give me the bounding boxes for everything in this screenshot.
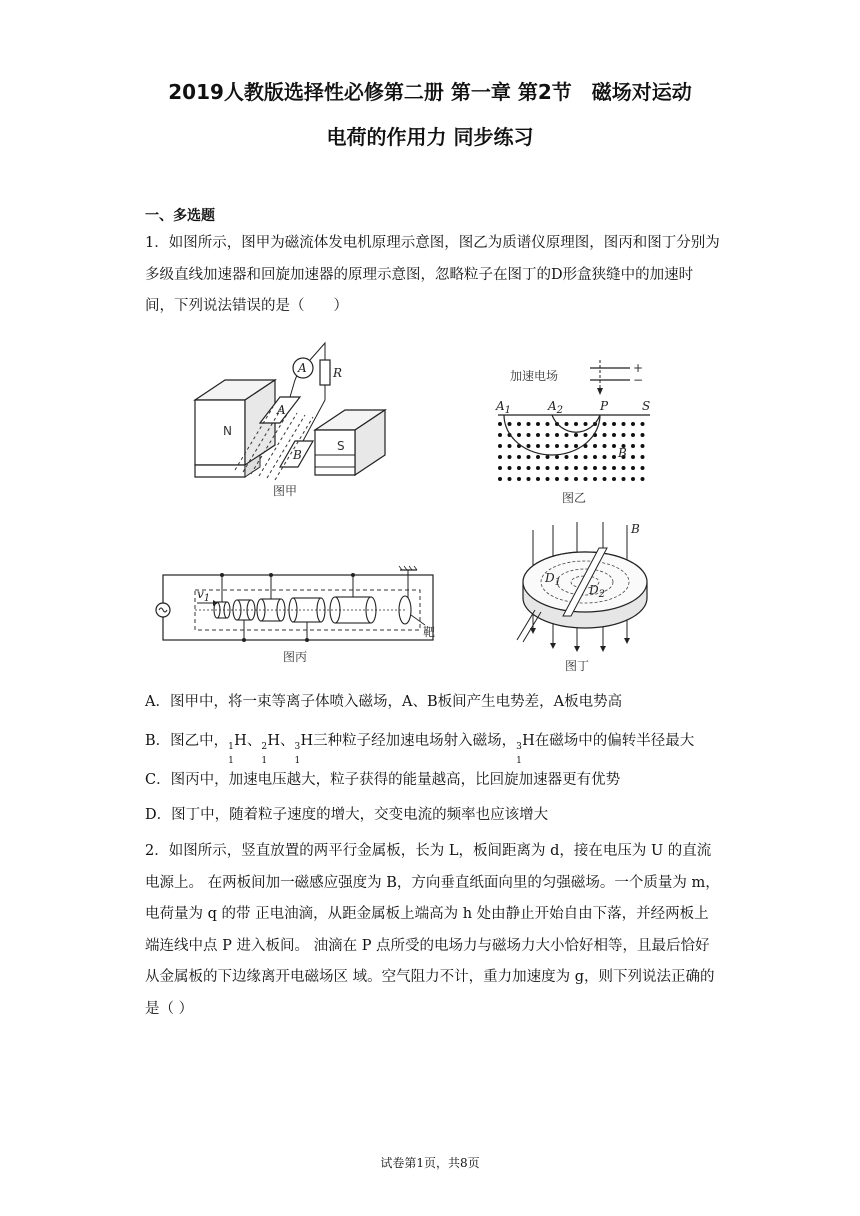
field-dot — [593, 466, 597, 470]
label-accel-field: 加速电场 — [510, 369, 559, 383]
field-dot — [612, 466, 616, 470]
field-dot — [622, 477, 626, 481]
field-dot — [565, 477, 569, 481]
option-A: A．图甲中，将一束等离子体喷入磁场，A、B板间产生电势差，A板电势高 — [145, 694, 623, 710]
field-dot — [517, 433, 521, 437]
section-heading: 一、多选题 — [145, 208, 215, 224]
label-A-plate: A — [277, 403, 286, 417]
field-dot — [555, 477, 559, 481]
field-dot — [565, 444, 569, 448]
field-dot — [631, 444, 635, 448]
field-dot — [631, 477, 635, 481]
field-dot — [555, 455, 559, 459]
label-ammeter: A — [298, 361, 307, 375]
field-dot — [584, 433, 588, 437]
page-title-line1: 2019人教版选择性必修第二册 第一章 第2节 磁场对运动 — [168, 80, 692, 104]
label-B-field: B — [618, 446, 627, 460]
field-dot — [574, 444, 578, 448]
label-A1: $A_1$ — [496, 399, 512, 416]
field-dot — [631, 433, 635, 437]
field-dot — [622, 433, 626, 437]
field-dot — [584, 477, 588, 481]
figure-bing — [155, 565, 450, 670]
caption-ding: 图丁 — [565, 659, 590, 673]
field-dot — [603, 455, 607, 459]
field-dot — [527, 422, 531, 426]
field-dot — [498, 455, 502, 459]
label-minus: − — [633, 373, 644, 387]
field-dot — [565, 433, 569, 437]
field-dot — [641, 455, 645, 459]
field-dot — [612, 455, 616, 459]
figure-ding — [505, 520, 665, 675]
field-dot — [536, 466, 540, 470]
label-A2: $A_2$ — [548, 399, 564, 416]
field-dot — [527, 466, 531, 470]
field-dot — [622, 422, 626, 426]
field-dot — [612, 422, 616, 426]
field-dot — [555, 444, 559, 448]
field-dot — [508, 422, 512, 426]
field-dot — [574, 433, 578, 437]
field-dot — [536, 433, 540, 437]
field-dot — [565, 455, 569, 459]
label-S-slit: S — [642, 399, 651, 413]
field-dot — [527, 444, 531, 448]
field-dot — [641, 433, 645, 437]
field-dot — [536, 455, 540, 459]
field-dot — [536, 444, 540, 448]
label-plus: + — [633, 361, 644, 375]
field-dot — [603, 477, 607, 481]
field-dot — [593, 477, 597, 481]
field-dot — [584, 422, 588, 426]
field-dot — [546, 455, 550, 459]
field-dot — [565, 422, 569, 426]
field-dot — [641, 477, 645, 481]
field-dot — [603, 466, 607, 470]
label-D1: $D_1$ — [545, 571, 561, 588]
field-dot — [622, 466, 626, 470]
field-dot — [641, 422, 645, 426]
field-dot — [574, 422, 578, 426]
field-dot — [536, 477, 540, 481]
option-C: C．图丙中，加速电压越大，粒子获得的能量越高，比回旋加速器更有优势 — [145, 772, 621, 788]
field-dot — [574, 466, 578, 470]
field-dot — [517, 466, 521, 470]
figure-jia — [185, 335, 395, 500]
field-dot — [508, 455, 512, 459]
field-dot — [546, 444, 550, 448]
field-dot — [603, 422, 607, 426]
label-B-cyclotron: B — [631, 522, 640, 536]
field-dot — [565, 466, 569, 470]
page-title-line2: 电荷的作用力 同步练习 — [326, 125, 534, 149]
field-dot — [641, 444, 645, 448]
field-dot — [536, 422, 540, 426]
option-B: B．图乙中， 1 1 H、 2 1 H、 3 1 H三种粒子经加速电场射入磁场， 3 1 H在磁场中的偏转半径最大 — [145, 733, 695, 766]
field-dot — [508, 477, 512, 481]
field-dot — [584, 455, 588, 459]
figure-yi — [490, 360, 660, 505]
field-dot — [546, 477, 550, 481]
field-dot — [546, 433, 550, 437]
field-dot — [527, 455, 531, 459]
label-target: 靶 — [423, 625, 436, 639]
field-dot — [593, 444, 597, 448]
label-B-plate: B — [293, 448, 302, 462]
field-dot — [498, 422, 502, 426]
field-dot — [527, 433, 531, 437]
label-D2: $D_2$ — [589, 583, 605, 600]
page-footer: 试卷第1页，共8页 — [380, 1156, 480, 1170]
field-dot — [574, 477, 578, 481]
field-dot — [546, 466, 550, 470]
label-v1: $v_1$ — [197, 587, 211, 604]
label-R: R — [333, 366, 343, 380]
label-S: S — [337, 439, 345, 453]
field-dot — [593, 455, 597, 459]
field-dot — [574, 455, 578, 459]
question-1-stem: 1．如图所示，图甲为磁流体发电机原理示意图，图乙为质谱仪原理图，图丙和图丁分别为多级直线加速器和回旋加速器的原理示意图，忽略粒子在图丁的D形盒狭缝中的加速时间，下列说法错误的是（ ） — [145, 235, 720, 314]
label-P: P — [600, 399, 609, 413]
field-dot — [555, 433, 559, 437]
caption-yi: 图乙 — [562, 491, 587, 505]
field-dot — [603, 444, 607, 448]
field-dot — [546, 422, 550, 426]
field-dot — [641, 466, 645, 470]
field-dot — [517, 477, 521, 481]
option-D: D．图丁中，随着粒子速度的增大，交变电流的频率也应该增大 — [145, 807, 549, 823]
field-dot — [498, 444, 502, 448]
label-N: N — [223, 424, 232, 438]
field-dot — [631, 455, 635, 459]
field-dot — [612, 433, 616, 437]
caption-bing: 图丙 — [283, 650, 308, 664]
caption-jia: 图甲 — [273, 484, 298, 498]
field-dot — [603, 433, 607, 437]
field-dot — [631, 466, 635, 470]
field-dot — [517, 455, 521, 459]
field-dot — [555, 466, 559, 470]
field-dot — [612, 444, 616, 448]
field-dot — [612, 477, 616, 481]
field-dot — [527, 477, 531, 481]
field-dot — [584, 466, 588, 470]
field-dot — [508, 466, 512, 470]
field-dot — [498, 477, 502, 481]
field-dot — [517, 422, 521, 426]
field-dot — [631, 422, 635, 426]
question-2-stem: 2．如图所示，竖直放置的两平行金属板，长为 L，板间距离为 d，接在电压为 U 的直流电源上。 在两板间加一磁感应强度为 B，方向垂直纸面向里的匀强磁场。一个质量为 m，电荷量为 q 的带 正电油滴，从距金属板上端高为 h 处由静止开始自由下落，并经两板上端连线中点 P 进入板间。 油滴在 P 点所受的电场力与磁场力大小恰好相等，且最后恰好从金属板的下边缘离开电磁场区 域。空气阻力不计，重力加速度为 g，则下列说法正确的是（ ） — [145, 843, 720, 1017]
field-dot — [498, 433, 502, 437]
field-dot — [498, 466, 502, 470]
field-dot — [508, 444, 512, 448]
